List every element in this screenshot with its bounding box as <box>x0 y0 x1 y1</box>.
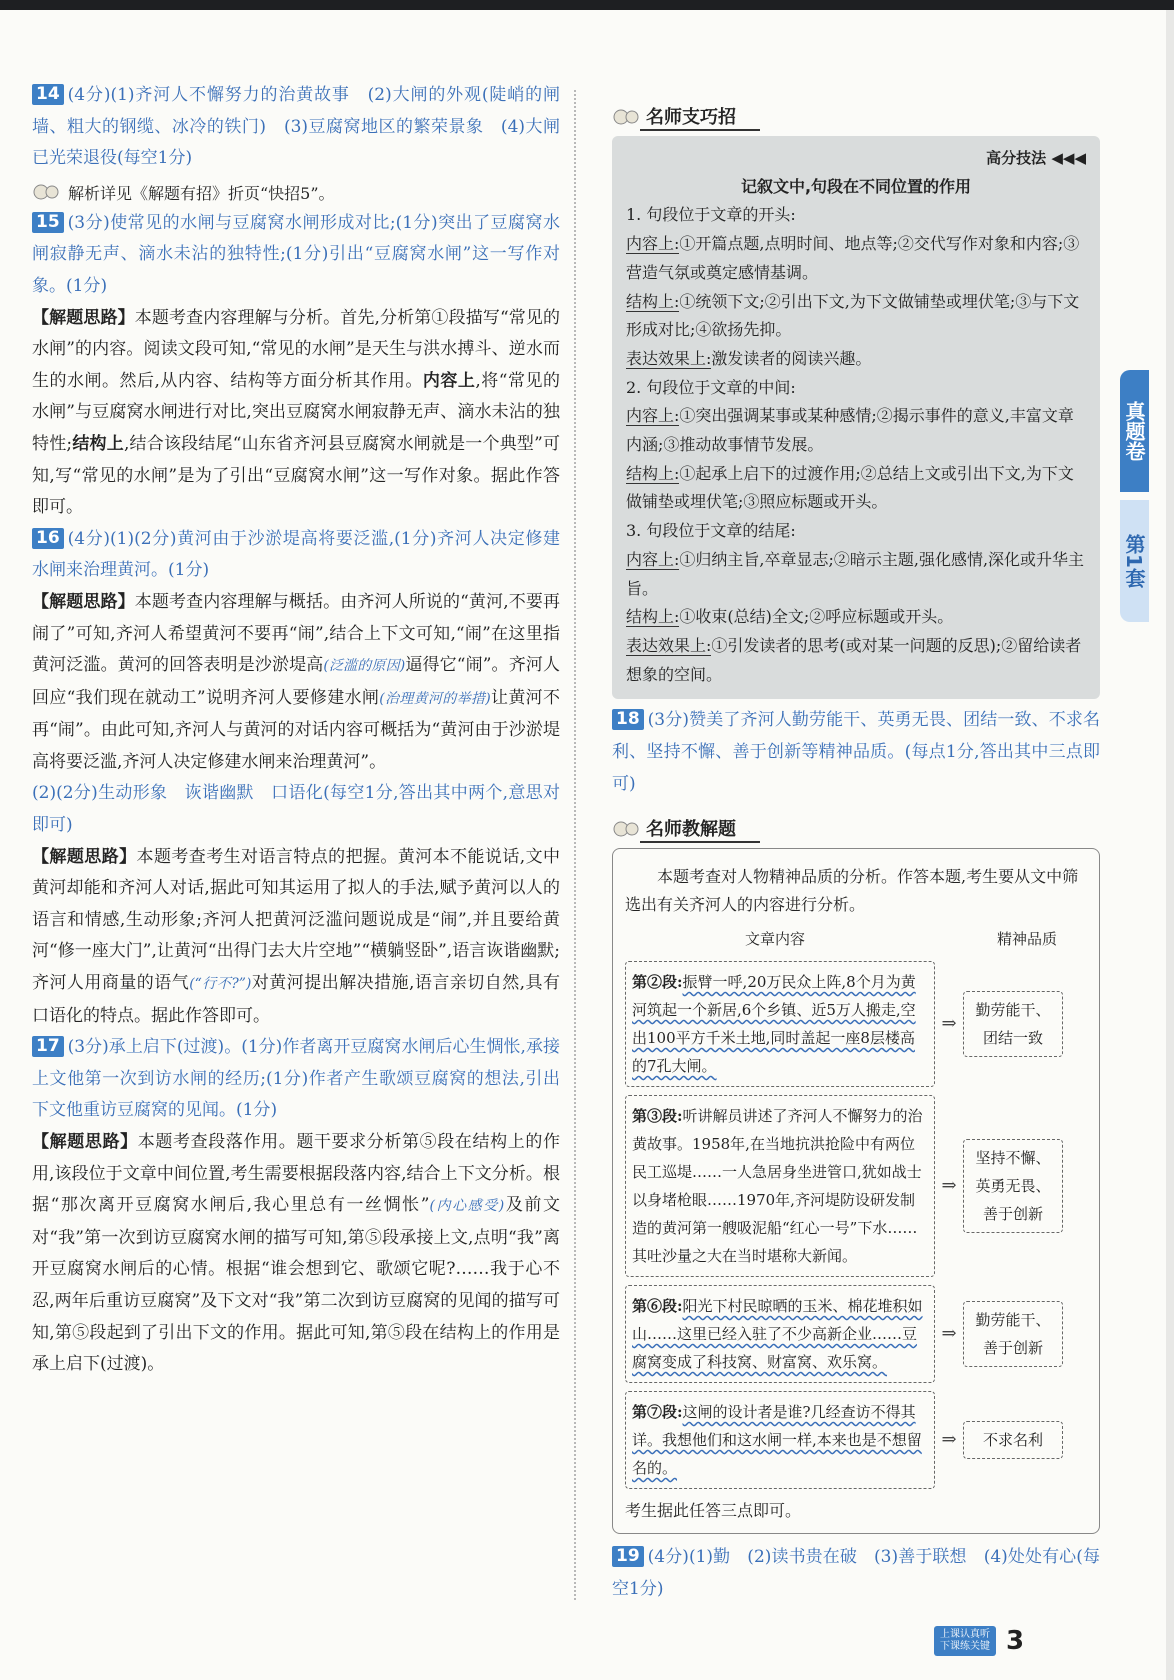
q14-number: 14 <box>32 84 64 105</box>
q16-analysis1 <box>32 587 560 779</box>
q14-note <box>32 181 560 204</box>
teach-row <box>625 1095 1087 1277</box>
q17-tag: 【解题思路】 <box>32 1132 138 1152</box>
q17-block <box>32 1032 560 1127</box>
q16-analysis2 <box>32 842 560 1033</box>
tips-subtitle: 高分技法 ◀◀◀ <box>986 149 1086 167</box>
teach-box <box>612 848 1100 1534</box>
mascot-icon <box>612 108 640 126</box>
arrow-icon: ⇒ <box>941 1175 957 1197</box>
q18-answer: (3分)赞美了齐河人勤劳能干、英勇无畏、团结一致、不求名利、坚持不懈、善于创新等精神品质。(每点1分,答出其中三点即可) <box>612 710 1100 794</box>
mascot-icon <box>32 183 60 201</box>
q16-tag1: 【解题思路】 <box>32 591 135 612</box>
q16-hand1: (泛滥的原因) <box>323 658 406 675</box>
arrow-icon: ⇒ <box>941 1429 957 1451</box>
arrow-icon: ⇒ <box>941 1323 957 1345</box>
q15-bold1: 内容上 <box>422 370 476 391</box>
side-tab <box>1120 370 1172 622</box>
right-column <box>612 102 1100 1605</box>
left-column <box>32 80 560 1381</box>
tips-s3b: 结构上:①收束(总结)全文;②呼应标题或开头。 <box>626 607 954 627</box>
q19-answer: (4分)(1)勤 (2)读书贵在破 (3)善于联想 (4)处处有心(每空1分) <box>612 1547 1100 1599</box>
tips-s1a: 内容上:①开篇点题,点明时间、地点等;②交代写作对象和内容;③营造气氛或奠定感情基调。 <box>626 234 1080 282</box>
q19-block <box>612 1542 1100 1605</box>
answer-page <box>0 10 1174 1680</box>
teach-header <box>612 814 1100 844</box>
q16-answer2: (2)(2分)生动形象 诙谐幽默 口语化(每空1分,答出其中两个,意思对即可) <box>32 783 560 836</box>
q15-tag: 【解题思路】 <box>32 307 135 328</box>
q14-note-text: 解析详见《解题有招》折页“快招5”。 <box>68 183 335 203</box>
teach-column-headers <box>625 925 1087 953</box>
q15-number: 15 <box>32 212 64 233</box>
tips-title: 名师支巧招 <box>640 103 760 131</box>
q16-p2b: 对黄河提出解决措施,语言亲切自然,具有口语化的特点。据此作答即可。 <box>32 973 561 1026</box>
mascot-icon <box>612 820 640 838</box>
top-edge-bar <box>0 0 1174 10</box>
row-quality: 坚持不懈、英勇无畏、善于创新 <box>963 1139 1063 1233</box>
tips-heading: 记叙文中,句段在不同位置的作用 <box>740 176 972 196</box>
teach-section <box>612 814 1100 1534</box>
teach-row <box>625 961 1087 1087</box>
tips-s1b: 结构上:①统领下文;②引出下文,为下文做铺垫或埋伏笔;③与下文形成对比;④欲扬先抑。 <box>626 291 1080 340</box>
teach-col-content: 文章内容 <box>745 930 806 949</box>
q19-number: 19 <box>612 1546 644 1567</box>
teach-title: 名师教解题 <box>640 815 760 843</box>
tips-s1c: 表达效果上:激发读者的阅读兴趣。 <box>626 348 872 368</box>
page-number: 3 <box>1006 1626 1025 1656</box>
q16-hand3: (“行不?”) <box>189 976 252 993</box>
q16-p1b: 逼得它“闹”。齐河人回应“我们现在就动工”说明齐河人要修建水闸 <box>32 655 560 708</box>
column-divider <box>574 90 576 1600</box>
q14-block <box>32 80 560 175</box>
row-content: 第⑥段:阳光下村民晾晒的玉米、棉花堆积如山……这里已经入驻了不少高新企业……豆腐窝变成了科技窝、财富窝、欢乐窝。 <box>625 1285 935 1383</box>
tips-s2a: 内容上:①突出强调某事或某种感情;②揭示事件的意义,丰富文章内涵;③推动故事情节发展。 <box>626 406 1074 455</box>
page-footer <box>934 1626 1024 1656</box>
q17-answer: (3分)承上启下(过渡)。(1分)作者离开豆腐窝水闸后心生惆怅,承接上文他第一次到访水闸的经历;(1分)作者产生歌颂豆腐窝的想法,引出下文他重访豆腐窝的见闻。(1分) <box>32 1037 560 1121</box>
footer-slogan: 上课认真听 下课练关键 <box>934 1626 996 1656</box>
row-quality: 勤劳能干、善于创新 <box>963 1301 1063 1367</box>
teach-row <box>625 1285 1087 1383</box>
tips-s2: 2. 句段位于文章的中间: <box>626 377 796 397</box>
teach-row <box>625 1391 1087 1489</box>
q17-number: 17 <box>32 1036 64 1057</box>
q15-p1: 本题考查内容理解与分析。首先,分析第①段描写“常见的水闸”的内容。阅读文段可知,“常见的水闸”是天生与洪水搏斗、逆水而生的水闸。然后,从内容、结构等方面分析其作用。 <box>32 307 561 391</box>
q16-p1c: 让黄河不再“闹”。由此可知,齐河人与黄河的对话内容可概括为“黄河由于沙淤堤高将要泛滥,齐河人决定修建水闸来治理黄河”。 <box>32 687 560 772</box>
tips-s2b: 结构上:①起承上启下的过渡作用;②总结上文或引出下文,为下文做铺垫或埋伏笔;③照应标题或开头。 <box>626 463 1074 512</box>
side-tab-set: 第1套 <box>1120 500 1149 622</box>
q15-p3: ,结合该段结尾“山东省齐河县豆腐窝水闸就是一个典型”可知,写“常见的水闸”是为了引出“豆腐窝水闸”这一写作对象。据此作答即可。 <box>32 433 560 518</box>
arrow-icon: ⇒ <box>941 1013 957 1035</box>
q18-number: 18 <box>612 709 644 730</box>
q16-answer1: (4分)(1)(2分)黄河由于沙淤堤高将要泛滥,(1分)齐河人决定修建水闸来治理黄河。(1分) <box>32 528 560 581</box>
q14-answer: (4分)(1)齐河人不懈努力的治黄故事 (2)大闸的外观(陡峭的闸墙、粗大的钢缆、冰冷的铁门) (3)豆腐窝地区的繁荣景象 (4)大闸已光荣退役(每空1分) <box>32 85 560 169</box>
q16-p2a: 本题考查考生对语言特点的把握。黄河本不能说话,文中黄河却能和齐河人对话,据此可知其运用了拟人的手法,赋予黄河以人的语言和情感,生动形象;齐河人把黄河泛滥问题说成是“闹”,并且要给黄河“修一座大门”,让黄河“出得门去大片空地”“横躺竖卧”,语言诙谐幽默;齐河人用商量的语气 <box>32 846 561 994</box>
q15-p2: ,将“常见的水闸”与豆腐窝水闸进行对比,突出豆腐窝水闸寂静无声、滴水未沾的独特性; <box>32 370 560 454</box>
q17-p1a: 本题考查段落作用。题干要求分析第⑤段在结构上的作用,该段位于文章中间位置,考生需要根据段落内容,结合上下文分析。根据“那次离开豆腐窝水闸后,我心里总有一丝惆怅” <box>32 1132 561 1216</box>
row-content: 第⑦段:这闸的设计者是谁?几经查访不得其详。我想他们和这水闸一样,本来也是不想留名的。 <box>625 1391 935 1489</box>
q15-analysis <box>32 303 560 524</box>
tips-header <box>612 102 1100 132</box>
tips-s3c: 表达效果上:①引发读者的思考(或对某一问题的反思);②留给读者想象的空间。 <box>626 635 1082 684</box>
row-quality: 勤劳能干、团结一致 <box>963 991 1063 1057</box>
q16-p1a: 本题考查内容理解与概括。由齐河人所说的“黄河,不要再闹了”可知,齐河人希望黄河不要再“闹”,结合上下文可知,“闹”在这里指黄河泛滥。黄河的回答表明是沙淤堤高 <box>32 591 561 676</box>
row-quality: 不求名利 <box>963 1421 1063 1459</box>
tips-box <box>612 136 1100 699</box>
q17-p1b: 及前文对“我”第一次到访豆腐窝水闸的描写可知,第⑤段承接上文,点明“我”离开豆腐窝水闸后的心情。根据“谁会想到它、歌颂它呢?……我于心不忍,两年后重访豆腐窝”及下文对“我”第二次到访豆腐窝的见闻的描写可知,第⑤段起到了引出下文的作用。据此可知,第⑤段在结构上的作用是承上启下(过渡)。 <box>32 1195 560 1375</box>
teach-footer: 考生据此任答三点即可。 <box>625 1501 802 1521</box>
q16-tag2: 【解题思路】 <box>32 846 137 867</box>
q15-block <box>32 208 560 303</box>
tips-s1: 1. 句段位于文章的开头: <box>626 205 796 225</box>
q17-hand1: (内心感受) <box>429 1198 505 1215</box>
tips-s3a: 内容上:①归纳主旨,卒章显志;②暗示主题,强化感情,深化或升华主旨。 <box>626 549 1085 598</box>
q18-block <box>612 705 1100 800</box>
q16-block <box>32 524 560 587</box>
q16-hand2: (治理黄河的举措) <box>379 690 491 707</box>
row-content: 第②段:振臂一呼,20万民众上阵,8个月为黄河筑起一个新居,6个乡镇、近5万人搬走,空出100平方千米土地,同时盖起一座8层楼高的7孔大闸。 <box>625 961 935 1087</box>
row-content: 第③段:听讲解员讲述了齐河人不懈努力的治黄故事。1958年,在当地抗洪抢险中有两位民工巡堤……一人急居身坐进管口,犹如战士以身堵枪眼……1970年,齐河堤防设研发制造的黄河第一艘吸泥船“红心一号”下水……其吐沙量之大在当时堪称大新闻。 <box>625 1095 935 1277</box>
q17-analysis <box>32 1127 560 1381</box>
teach-col-quality: 精神品质 <box>996 930 1057 949</box>
q16-number: 16 <box>32 528 64 549</box>
q15-answer: (3分)使常见的水闸与豆腐窝水闸形成对比;(1分)突出了豆腐窝水闸寂静无声、滴水未沾的独特性;(1分)引出“豆腐窝水闸”这一写作对象。(1分) <box>32 212 560 296</box>
tips-s3: 3. 句段位于文章的结尾: <box>626 521 796 541</box>
q15-bold2: 结构上 <box>72 433 124 454</box>
side-tab-volume: 真题卷 <box>1120 370 1149 492</box>
teach-intro: 本题考查对人物精神品质的分析。作答本题,考生要从文中筛选出有关齐河人的内容进行分析。 <box>625 867 1079 915</box>
